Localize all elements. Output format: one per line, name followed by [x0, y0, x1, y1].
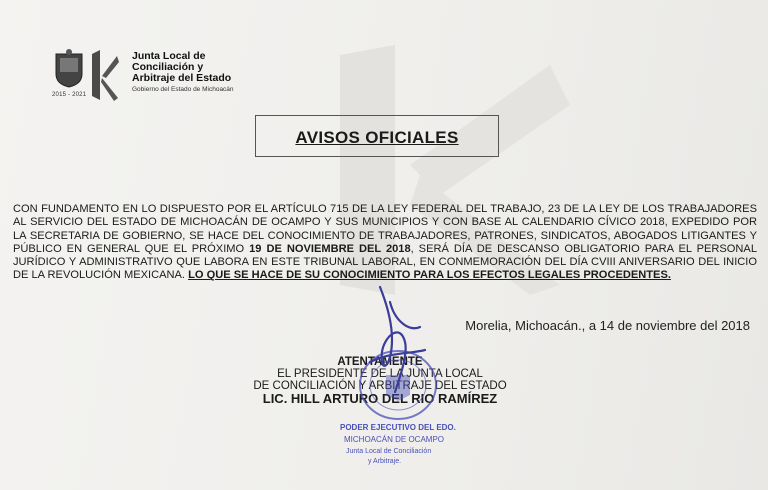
notice-body: CON FUNDAMENTO EN LO DISPUESTO POR EL ARTÍCULO 715 DE LA LEY FEDERAL DEL TRABAJO, 23 DE LA LEY DE LOS TRABAJADORES AL SERVICIO DEL ESTADO DE MICHOACÁN DE OCAMPO Y SUS MUNICIPIOS Y CON BASE AL CALENDARIO CÍVICO 2018, EXPEDIDO POR LA SECRETARIA DE GOBIERNO, SE HACE DEL CONOCIMIENTO DE TRABAJADORES, PATRONES, SINDICATOS, ABOGADOS LITIGANTES Y PÚBLICO EN GENERAL QUE EL PRÓXIMO 19 DE NOVIEMBRE DEL 2018, SERÁ DÍA DE DESCANSO OBLIGATORIO PARA EL PERSONAL JURÍDICO Y ADMINISTRATIVO QUE LABORA EN ESTE TRIBUNAL LABORAL, EN CONMEMORACIÓN DEL DÍA CVIII ANIVERSARIO DEL INICIO DE LA REVOLUCIÓN MEXICANA. LO QUE SE HACE DE SU CONOCIMIENTO PARA LOS EFECTOS LEGALES PROCEDENTES. — [13, 203, 757, 282]
closing-salutation: ATENTAMENTE — [337, 356, 423, 368]
state-seal-icon — [52, 48, 86, 88]
svg-text:MICHOACÁN DE OCAMPO: MICHOACÁN DE OCAMPO — [344, 435, 445, 444]
legal-effects-note: LO QUE SE HACE DE SU CONOCIMIENTO PARA LOS EFECTOS LEGALES PROCEDENTES. — [188, 269, 671, 282]
place-and-date: Morelia, Michoacán., a 14 de noviembre del 2018 — [465, 318, 750, 333]
svg-text:y Arbitraje.: y Arbitraje. — [368, 458, 402, 465]
signer-title-line1: EL PRESIDENTE DE LA JUNTA LOCAL — [277, 368, 483, 381]
svg-text:Junta Local de Conciliación: Junta Local de Conciliación — [346, 448, 432, 455]
notice-title-box — [255, 115, 499, 157]
letterhead — [52, 48, 272, 108]
k-logo-icon — [90, 48, 120, 102]
svg-text:PODER EJECUTIVO DEL EDO.: PODER EJECUTIVO DEL EDO. — [340, 423, 456, 432]
handwritten-signature — [350, 282, 440, 402]
organization-name: Junta Local de Conciliación y Arbitraje del Estado — [132, 50, 232, 84]
notice-title: AVISOS OFICIALES — [295, 128, 459, 147]
holiday-date: 19 DE NOVIEMBRE DEL 2018 — [249, 242, 411, 255]
signer-name: LIC. HILL ARTURO DEL RIO RAMÍREZ — [262, 390, 498, 406]
signer-title-line2: DE CONCILIACIÓN Y ARBITRAJE DEL ESTADO — [253, 380, 507, 393]
organization-subtitle: Gobierno del Estado de Michoacán — [132, 86, 234, 93]
term-years: 2015 - 2021 — [52, 92, 87, 98]
